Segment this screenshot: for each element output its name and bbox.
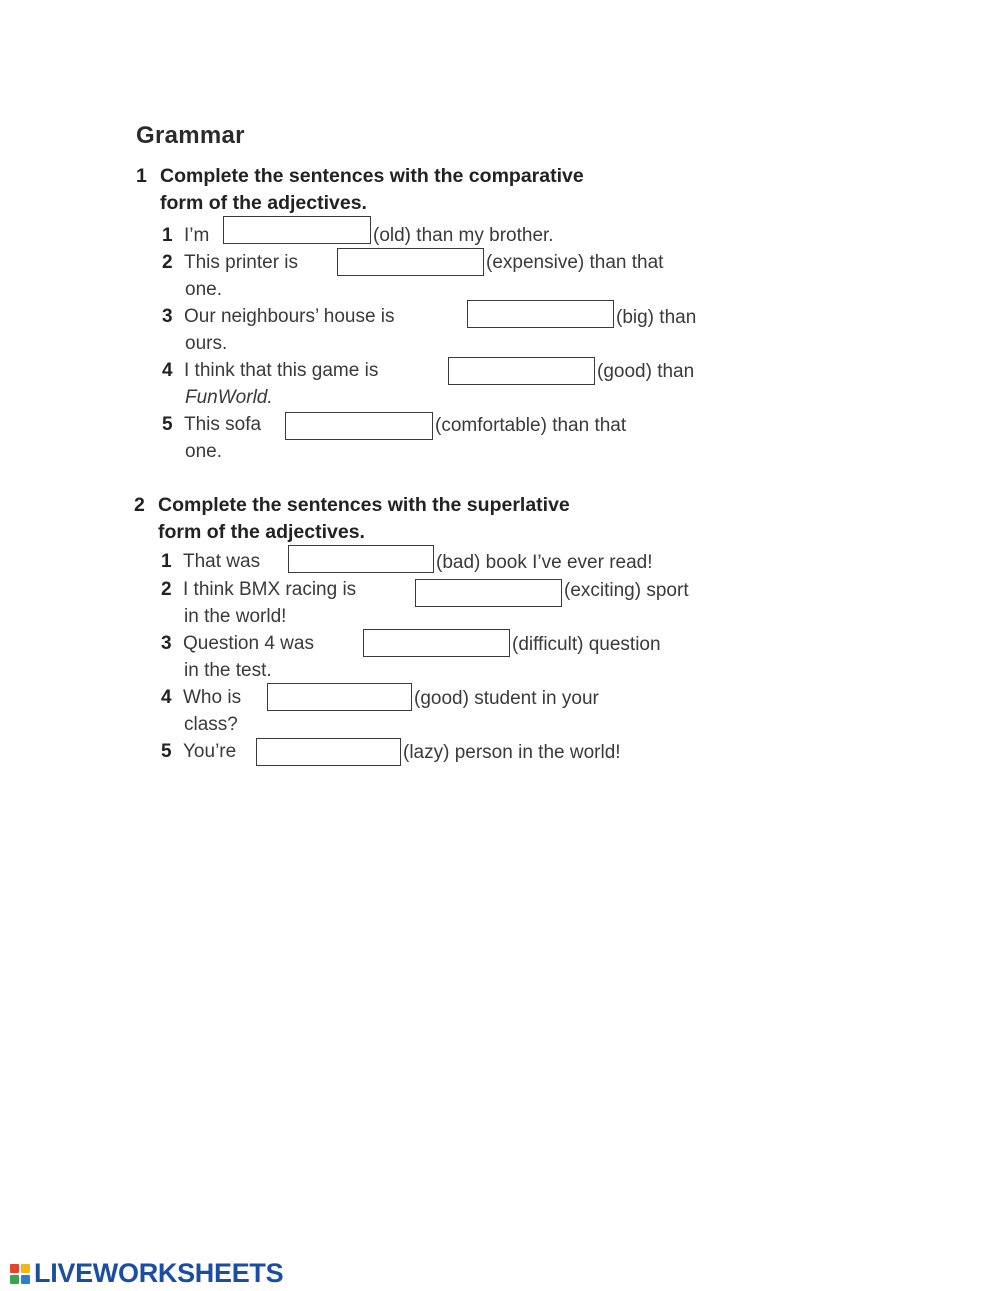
ex2-answer-4-input[interactable] [267,683,412,711]
ex1-answer-2-input[interactable] [337,248,484,276]
ex1-item-3-after: (big) than [616,307,697,328]
logo-square-green [10,1275,19,1284]
ex2-item-4 [161,684,241,711]
logo-icon [10,1264,30,1284]
ex2-answer-2-input[interactable] [415,579,562,607]
ex2-item-2-number: 2 [161,579,172,600]
ex1-item-4-after: (good) than [597,361,695,382]
exercise-2-instruction [134,492,570,546]
ex2-answer-5-input[interactable] [256,738,401,766]
exercise-1-number: 1 [136,165,147,187]
ex2-item-3 [161,630,314,657]
ex1-item-5 [162,411,261,438]
ex2-item-3-continuation: in the test. [184,660,272,681]
ex2-item-5-number: 5 [161,741,172,762]
ex1-item-3-continuation: ours. [185,333,228,354]
ex1-item-2 [162,249,298,276]
ex2-item-1-number: 1 [161,551,172,572]
exercise-1-instruction-line2: form of the adjectives. [160,192,367,214]
ex2-item-1-after: (bad) book I’ve ever read! [436,552,653,573]
ex1-item-4-number: 4 [162,360,173,381]
ex1-item-3 [162,303,395,330]
ex2-item-4-before: Who is [183,687,242,708]
ex2-item-3-before: Question 4 was [183,633,314,654]
ex1-item-5-continuation: one. [185,441,222,462]
ex1-item-3-before: Our neighbours’ house is [184,306,395,327]
logo-square-blue [21,1275,30,1284]
ex1-item-4-before: I think that this game is [184,360,379,381]
ex1-answer-1-input[interactable] [223,216,371,244]
ex2-item-1-before: That was [183,551,261,572]
ex2-answer-3-input[interactable] [363,629,510,657]
ex1-answer-3-input[interactable] [467,300,614,328]
exercise-2-instruction-line2: form of the adjectives. [158,521,365,543]
ex2-answer-1-input[interactable] [288,545,434,573]
ex2-item-2 [161,576,356,603]
ex2-item-5-after: (lazy) person in the world! [403,742,621,763]
ex2-item-3-number: 3 [161,633,172,654]
ex1-item-2-after: (expensive) than that [486,252,664,273]
ex1-item-5-after: (comfortable) than that [435,415,627,436]
ex2-item-3-after: (difficult) question [512,634,661,655]
ex1-item-5-number: 5 [162,414,173,435]
ex1-item-2-continuation: one. [185,279,222,300]
ex1-item-3-number: 3 [162,306,173,327]
ex1-item-2-before: This printer is [184,252,299,273]
ex1-answer-4-input[interactable] [448,357,595,385]
ex1-item-1-number: 1 [162,225,173,246]
ex2-item-2-after: (exciting) sport [564,580,689,601]
worksheet-title: Grammar [136,122,245,149]
exercise-1-instruction-line1: Complete the sentences with the comparative [160,165,584,187]
logo-square-yellow [21,1264,30,1273]
ex1-item-4-continuation: FunWorld. [185,387,273,408]
ex2-item-2-before: I think BMX racing is [183,579,357,600]
exercise-2-instruction-line1: Complete the sentences with the superlative [158,494,570,516]
ex1-item-1 [162,222,209,249]
ex2-item-2-continuation: in the world! [184,606,287,627]
exercise-2-number: 2 [134,494,145,516]
liveworksheets-logo[interactable] [10,1258,283,1289]
ex2-item-5-before: You’re [183,741,237,762]
ex1-item-1-after: (old) than my brother. [373,225,554,246]
exercise-1-instruction [136,163,584,217]
ex2-item-4-continuation: class? [184,714,238,735]
logo-text: LIVEWORKSHEETS [34,1258,284,1288]
ex2-item-1 [161,548,260,575]
ex1-item-5-before: This sofa [184,414,262,435]
ex1-item-1-before: I’m [184,225,210,246]
ex2-item-4-number: 4 [161,687,172,708]
ex1-answer-5-input[interactable] [285,412,433,440]
ex2-item-5 [161,738,236,765]
ex2-item-4-after: (good) student in your [414,688,599,709]
logo-square-red [10,1264,19,1273]
ex1-item-2-number: 2 [162,252,173,273]
ex1-item-4 [162,357,378,384]
